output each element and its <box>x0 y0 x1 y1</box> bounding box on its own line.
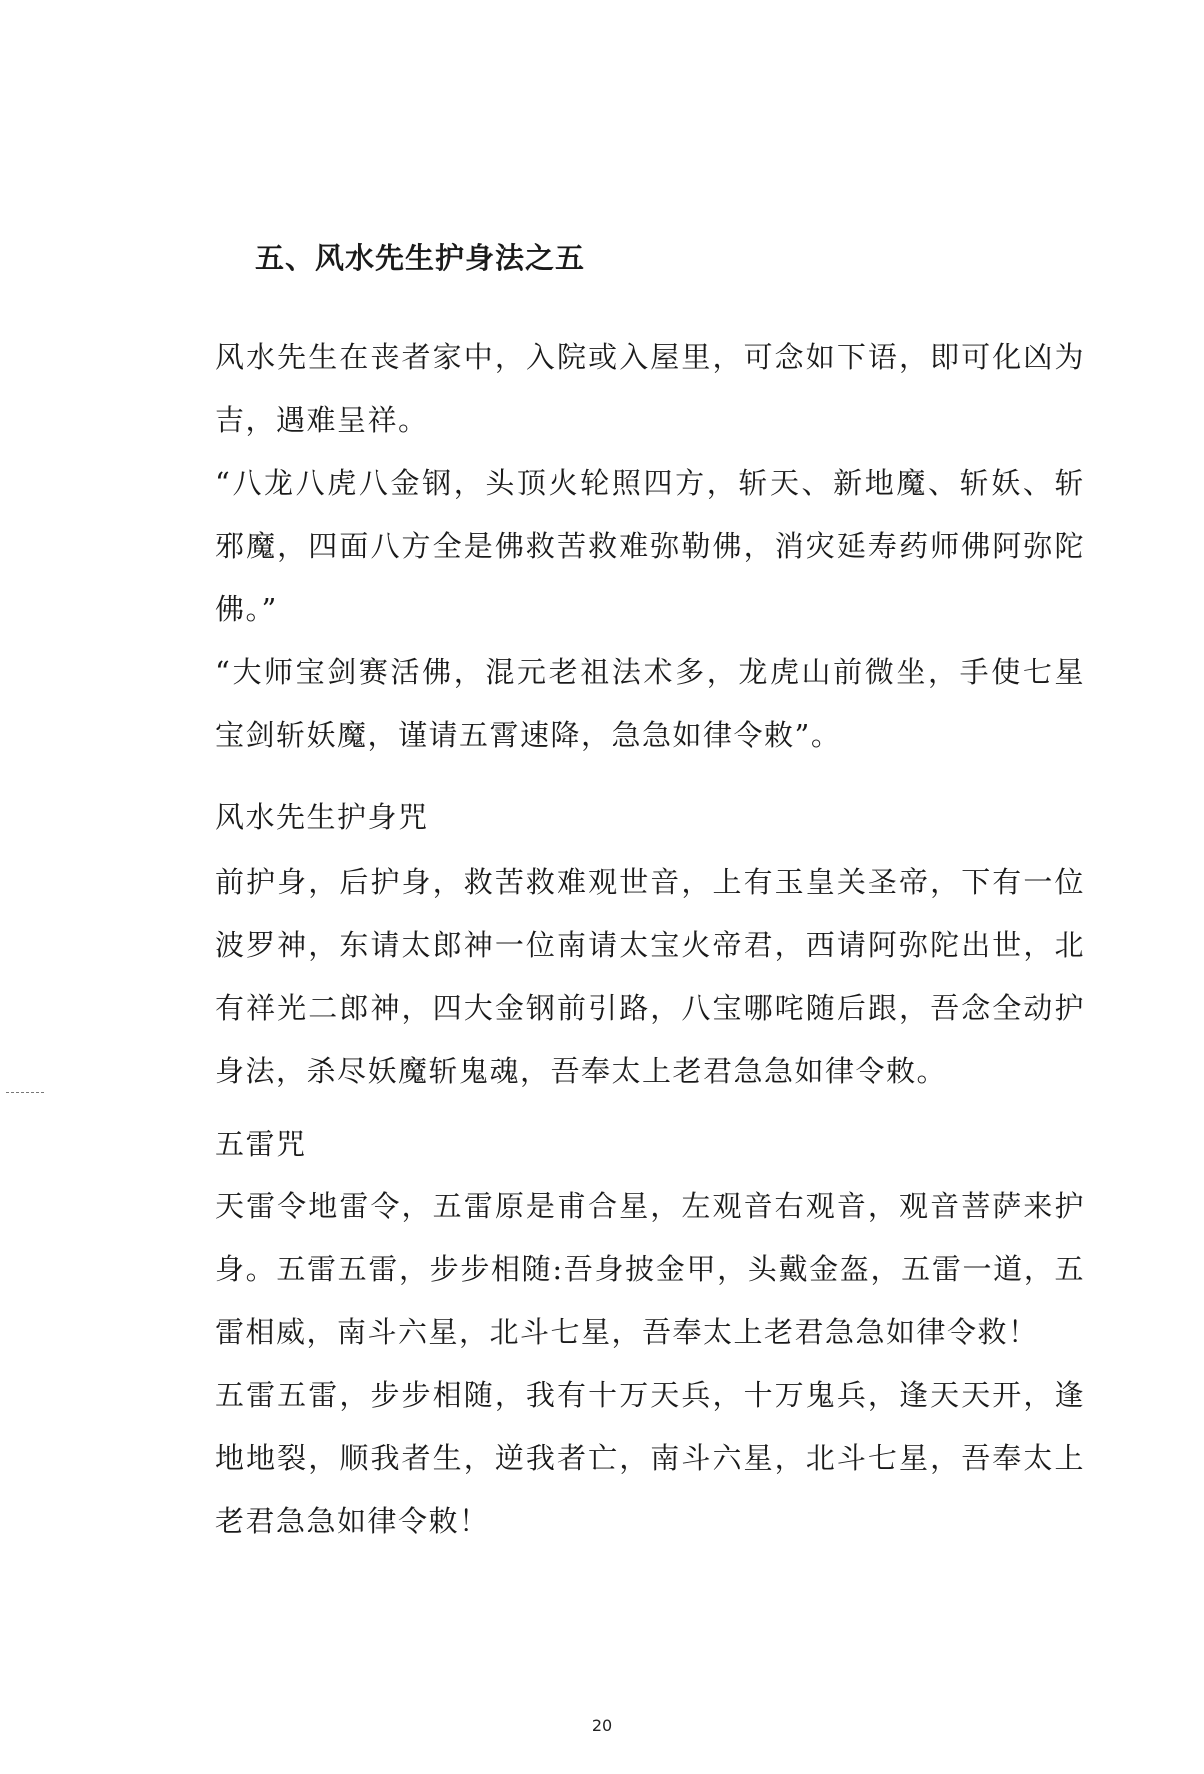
section-body <box>215 326 1085 767</box>
section-heading: 五、风水先生护身法之五 <box>255 241 586 275</box>
intro-paragraph: 风水先生在丧者家中，入院或入屋里，可念如下语，即可化凶为吉，遇难呈祥。 <box>215 340 1085 437</box>
five-thunder-paragraph-2: 五雷五雷，步步相随，我有十万天兵，十万鬼兵，逢天天开，逢地地裂，顺我者生，逆我者亡，南斗六星，北斗七星，吾奉太上老君急急如律令敕！ <box>215 1378 1085 1538</box>
quote-paragraph-2: “大师宝剑赛活佛，混元老祖法术多，龙虎山前微坐，手使七星宝剑斩妖魔，谨请五霄速降，急急如律令敕”。 <box>215 655 1085 752</box>
page-number: 20 <box>591 1716 613 1735</box>
five-thunder-title: 五雷咒 <box>215 1127 307 1161</box>
five-thunder-paragraph-1: 天雷令地雷令，五雷原是甫合星，左观音右观音，观音菩萨来护身。五雷五雷，步步相随:吾身披金甲，头戴金盔，五雷一道，五雷相威，南斗六星，北斗七星，吾奉太上老君急急如律令救！ <box>215 1189 1085 1349</box>
protection-mantra-text: 前护身，后护身，救苦救难观世音，上有玉皇关圣帝，下有一位波罗神，东请太郎神一位南请太宝火帝君，西请阿弥陀出世，北有祥光二郎神，四大金钢前引路，八宝哪咤随后跟，吾念全动护身法，杀尽妖魔斩鬼魂，吾奉太上老君急急如律令敕。 <box>215 865 1085 1088</box>
quote-paragraph-1: “八龙八虎八金钢，头顶火轮照四方，斩天、新地魔、斩妖、斩邪魔，四面八方全是佛救苦救难弥勒佛，消灾延寿药师佛阿弥陀佛。” <box>215 466 1085 626</box>
protection-mantra-body <box>215 851 1085 1103</box>
margin-dash-mark <box>6 1092 44 1093</box>
protection-mantra-title: 风水先生护身咒 <box>215 800 429 834</box>
five-thunder-body <box>215 1175 1085 1553</box>
